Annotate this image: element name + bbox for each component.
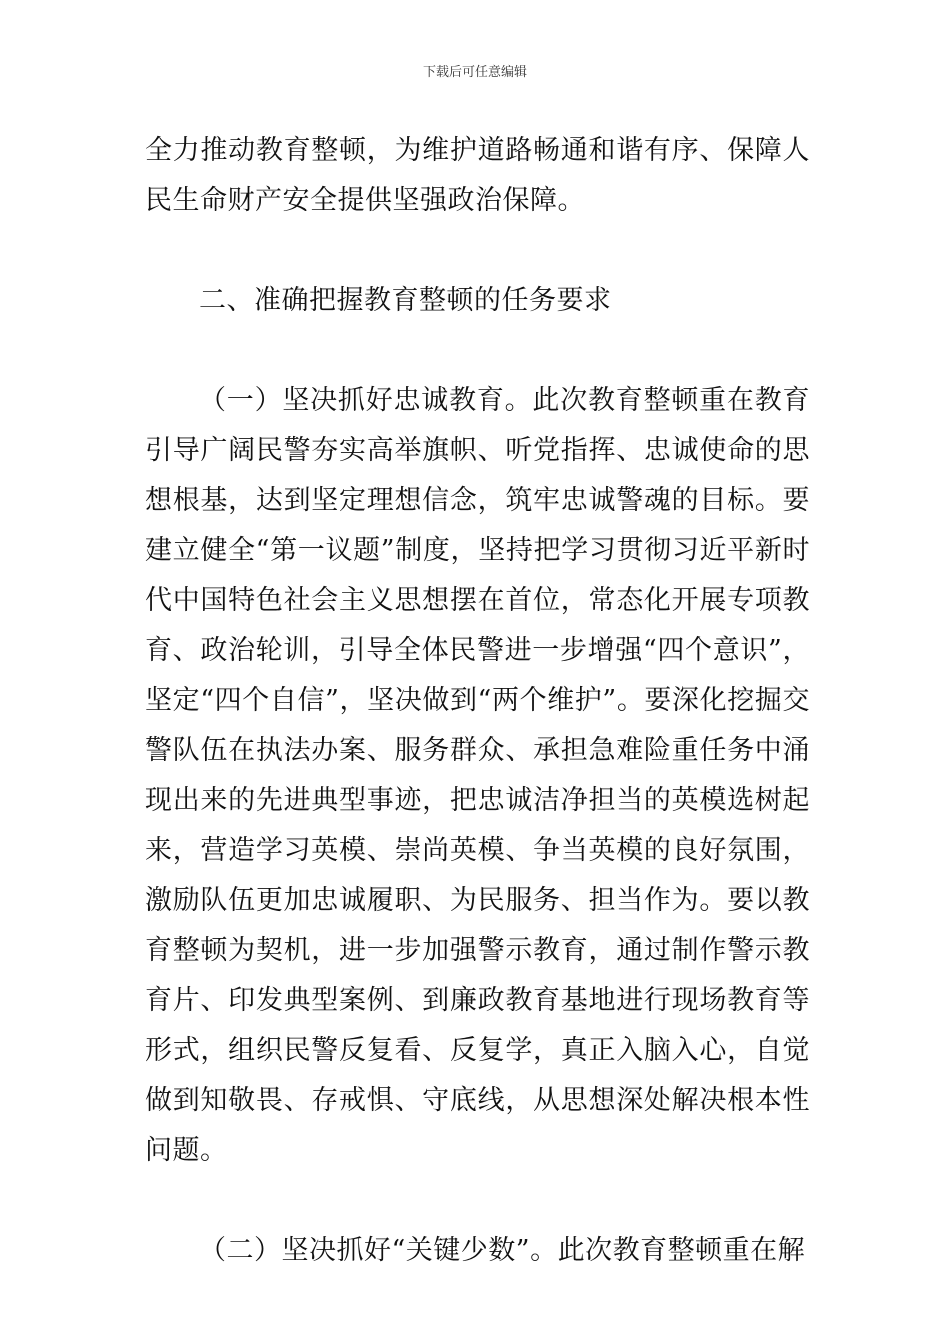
paragraph-key-minority: （二）坚决抓好“关键少数”。此次教育整顿重在解 — [199, 1235, 806, 1266]
section-heading: 二、准确把握教育整顿的任务要求 — [199, 285, 612, 316]
paragraph-continuation: 全力推动教育整顿，为维护道路畅通和谐有序、保障人民生命财产安全提供坚强政治保障。 — [145, 135, 810, 216]
document-body — [145, 126, 810, 1276]
paragraph-loyalty-education: （一）坚决抓好忠诚教育。此次教育整顿重在教育引导广阔民警夯实高举旗帜、听党指挥、忠诚使命的思想根基，达到坚定理想信念，筑牢忠诚警魂的目标。要建立健全“第一议题”制度，坚持把学习贯彻习近平新时代中国特色社会主义思想摆在首位，常态化开展专项教育、政治轮训，引导全体民警进一步增强“四个意识”，坚定“四个自信”，坚决做到“两个维护”。要深化挖掘交警队伍在执法办案、服务群众、承担急难险重任务中涌现出来的先进典型事迹，把忠诚洁净担当的英模选树起来，营造学习英模、崇尚英模、争当英模的良好氛围，激励队伍更加忠诚履职、为民服务、担当作为。要以教育整顿为契机，进一步加强警示教育，通过制作警示教育片、印发典型案例、到廉政教育基地进行现场教育等形式，组织民警反复看、反复学，真正入脑入心，自觉做到知敬畏、存戒惧、守底线，从思想深处解决根本性问题。 — [145, 385, 810, 1166]
page-header: 下载后可任意编辑 — [422, 65, 527, 80]
